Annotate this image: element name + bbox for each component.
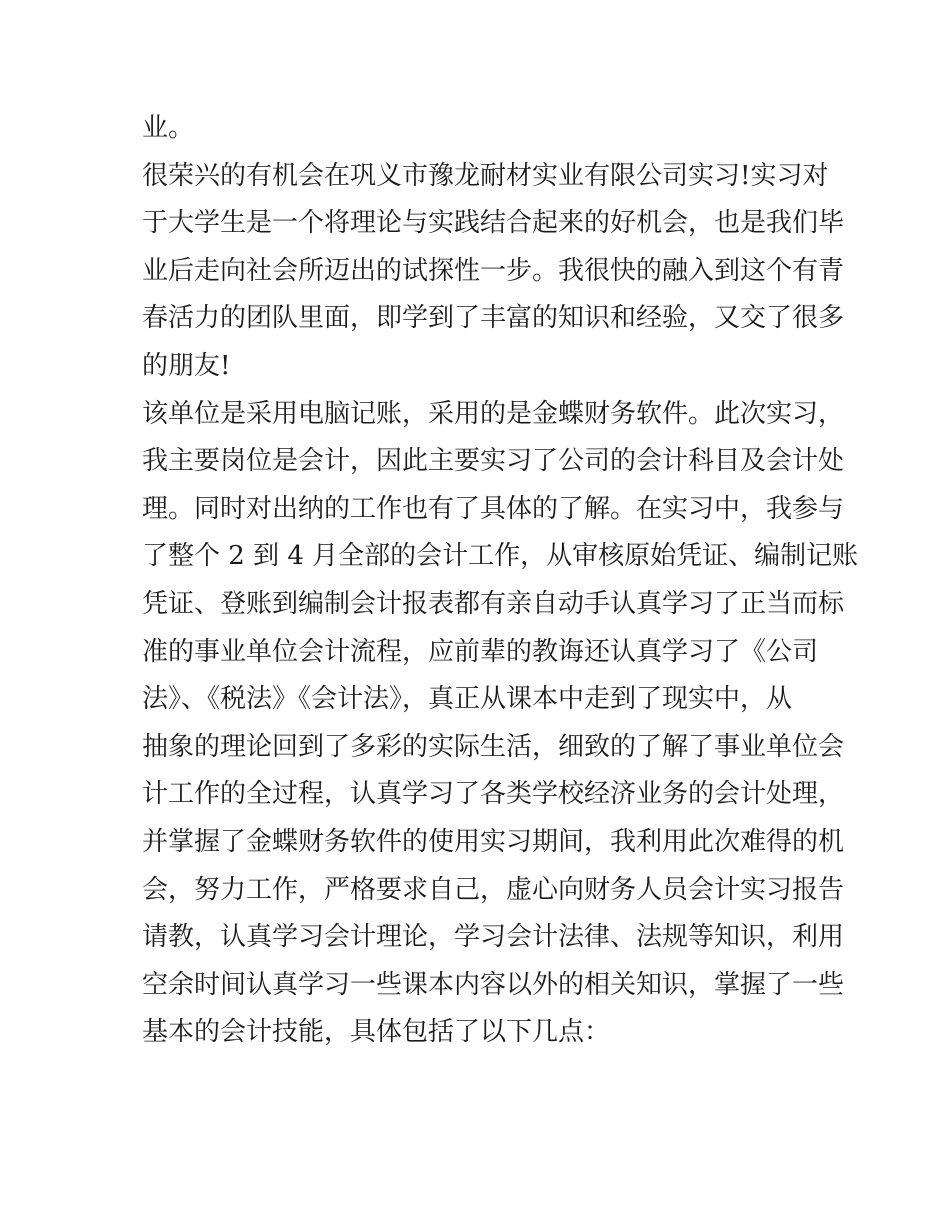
text-line: 会，努力工作，严格要求自己，虚心向财务人员会计实习报告	[142, 874, 845, 905]
text-line: 很荣兴的有机会在巩义市豫龙耐材实业有限公司实习!实习对	[142, 160, 829, 191]
text-line: 于大学生是一个将理论与实践结合起来的好机会，也是我们毕	[142, 208, 845, 239]
text-line: 该单位是采用电脑记账，采用的是金蝶财务软件。此次实习，	[142, 398, 845, 429]
text-line: 业后走向社会所迈出的试探性一步。我很快的融入到这个有青	[142, 255, 845, 286]
text-line: 凭证、登账到编制会计报表都有亲自动手认真学习了正当而标	[142, 588, 845, 619]
text-line: 计工作的全过程，认真学习了各类学校经济业务的会计处理，	[142, 779, 845, 810]
text-line: 准的事业单位会计流程，应前辈的教诲还认真学习了《公司	[142, 636, 819, 667]
document-body	[142, 105, 859, 1057]
text-line: 请教，认真学习会计理论，学习会计法律、法规等知识，利用	[142, 922, 845, 953]
text-line: 基本的会计技能，具体包括了以下几点：	[142, 1017, 611, 1048]
text-line: 空余时间认真学习一些课本内容以外的相关知识，掌握了一些	[142, 969, 845, 1000]
text-line: 并掌握了金蝶财务软件的使用实习期间，我利用此次难得的机	[142, 826, 845, 857]
text-line: 春活力的团队里面，即学到了丰富的知识和经验，又交了很多	[142, 303, 845, 334]
text-line: 理。同时对出纳的工作也有了具体的了解。在实习中，我参与	[142, 493, 845, 524]
text-line: 抽象的理论回到了多彩的实际生活，细致的了解了事业单位会	[142, 731, 845, 762]
text-line: 业。	[142, 113, 195, 143]
text-line: 了整个 2 到 4 月全部的会计工作，从审核原始凭证、编制记账	[142, 541, 859, 572]
text-line: 我主要岗位是会计，因此主要实习了公司的会计科目及会计处	[142, 446, 845, 477]
text-line: 的朋友!	[142, 350, 231, 381]
text-line: 法》、《税法》《会计法》，真正从课本中走到了现实中，从	[142, 684, 793, 715]
